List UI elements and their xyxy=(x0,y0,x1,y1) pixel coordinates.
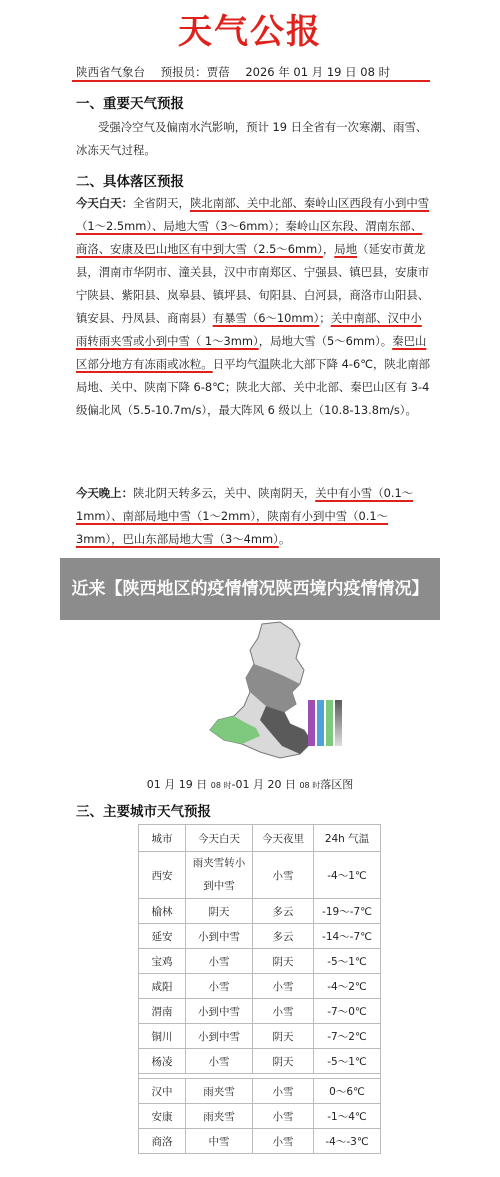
meta-line xyxy=(76,64,402,80)
agency-name: 陕西省气象台 xyxy=(76,65,145,79)
table-row xyxy=(139,1079,381,1104)
section1-text: 受强冷空气及偏南水汽影响，预计 19 日全省有一次寒潮、雨雪、冰冻天气过程。 xyxy=(76,120,428,157)
caption-start-date: 01 月 19 日 xyxy=(146,778,208,791)
today-text-4: ； xyxy=(319,311,331,325)
page-title: 天气公报 xyxy=(178,12,322,52)
table-row xyxy=(139,949,381,974)
table-row xyxy=(139,852,381,899)
table-row xyxy=(139,1024,381,1049)
forecaster-name: 预报员：贾蓓 xyxy=(160,65,230,79)
cell-night: 小雪 xyxy=(253,852,314,899)
cell-night: 阴天 xyxy=(253,1024,314,1049)
cell-temp: -4～1℃ xyxy=(314,852,381,899)
cell-day: 小雪 xyxy=(186,949,253,974)
today-text-3: （延安市黄龙县，渭南市华阴市、潼关县，汉中市南郑区、宁强县、镇巴县，安康市宁陕县、紫阳县、岚皋县、镇坪县、旬阳县、白河县，商洛市山阳县、镇安县、丹凤县、商南县） xyxy=(76,242,430,325)
legend-gray-bar xyxy=(335,700,342,746)
tonight-label: 今天晚上： xyxy=(76,486,133,500)
today-text-2: ， xyxy=(322,242,335,256)
cell-temp: -5～1℃ xyxy=(314,949,381,974)
table-row xyxy=(139,899,381,924)
cell-city: 西安 xyxy=(139,852,186,899)
map-legend xyxy=(308,700,344,746)
today-text-6: 日平均气温陕北大部下降 4-6℃，陕北南部局地、关中、陕南下降 6-8℃；陕北大部、关中北部、秦巴山区有 3-4 级偏北风（5.5-10.7m/s），最大阵风 6 级以上（10.8-13.8m/s）。 xyxy=(76,357,430,417)
cell-day: 小雪 xyxy=(186,974,253,999)
cell-day: 小到中雪 xyxy=(186,999,253,1024)
cell-city: 安康 xyxy=(139,1104,186,1129)
cell-night: 多云 xyxy=(253,924,314,949)
table-row xyxy=(139,1129,381,1154)
caption-end-hour: 08 时 xyxy=(299,781,321,790)
cell-night: 小雪 xyxy=(253,999,314,1024)
cell-day: 阴天 xyxy=(186,899,253,924)
table-row xyxy=(139,924,381,949)
col-night: 今天夜里 xyxy=(253,825,314,852)
caption-end-date: -01 月 20 日 xyxy=(231,778,296,791)
cell-city: 汉中 xyxy=(139,1079,186,1104)
today-text-5: ，局地大雪（5～6mm）。 xyxy=(258,334,393,348)
caption-start-hour: 08 时 xyxy=(210,781,232,790)
cell-night: 多云 xyxy=(253,899,314,924)
section2-heading: 二、具体落区预报 xyxy=(76,174,184,190)
overlay-banner xyxy=(60,558,440,620)
cell-day: 小到中雪 xyxy=(186,924,253,949)
today-highlight-1: 陕北南部、关中北部、秦岭山区西段有小到中雪（1～2.5mm）、局地大雪（3～6mm）；秦岭山区东段、渭南东部、商洛、安康及巴山地区有中到大雪（2.5～6mm） xyxy=(76,196,430,256)
cell-day: 雨夹雪转小到中雪 xyxy=(186,852,253,899)
cell-night: 小雪 xyxy=(253,1079,314,1104)
col-city: 城市 xyxy=(139,825,186,852)
banner-text: 近来【陕西地区的疫情情况陕西境内疫情情况】 xyxy=(71,579,429,599)
legend-blue-bar xyxy=(317,700,324,746)
city-forecast-table xyxy=(138,824,381,1154)
cell-city: 咸阳 xyxy=(139,974,186,999)
cell-city: 杨凌 xyxy=(139,1049,186,1074)
shaanxi-snowfall-map xyxy=(200,620,370,762)
cell-day: 小到中雪 xyxy=(186,1024,253,1049)
cell-temp: -19～-7℃ xyxy=(314,899,381,924)
cell-city: 延安 xyxy=(139,924,186,949)
section3-heading: 三、主要城市天气预报 xyxy=(76,804,211,820)
cell-temp: -14～-7℃ xyxy=(314,924,381,949)
cell-temp: -5～1℃ xyxy=(314,1049,381,1074)
section1-heading: 一、重要天气预报 xyxy=(76,96,184,112)
issue-datetime: 2026 年 01 月 19 日 08 时 xyxy=(245,65,391,79)
cell-day: 小雪 xyxy=(186,1049,253,1074)
cell-city: 铜川 xyxy=(139,1024,186,1049)
today-text-1: 全省阴天， xyxy=(132,196,190,210)
header-divider xyxy=(72,80,430,82)
caption-suffix: 落区图 xyxy=(320,778,354,791)
map-caption xyxy=(0,776,500,792)
legend-purple-bar xyxy=(308,700,315,746)
today-highlight-2: 局地 xyxy=(334,242,358,256)
cell-city: 商洛 xyxy=(139,1129,186,1154)
table-row xyxy=(139,1049,381,1074)
cell-temp: -1～4℃ xyxy=(314,1104,381,1129)
cell-city: 榆林 xyxy=(139,899,186,924)
cell-city: 渭南 xyxy=(139,999,186,1024)
cell-day: 中雪 xyxy=(186,1129,253,1154)
today-forecast xyxy=(76,192,430,422)
map-graphic xyxy=(200,620,370,762)
col-day: 今天白天 xyxy=(186,825,253,852)
tonight-text-2: 。 xyxy=(278,532,291,546)
legend-green-bar xyxy=(326,700,333,746)
tonight-forecast xyxy=(76,482,430,551)
today-label: 今天白天： xyxy=(76,196,133,210)
cell-night: 小雪 xyxy=(253,1104,314,1129)
cell-day: 雨夹雪 xyxy=(186,1079,253,1104)
table-row xyxy=(139,999,381,1024)
cell-night: 阴天 xyxy=(253,1049,314,1074)
today-highlight-3: 有暴雪（6～10mm） xyxy=(212,311,320,325)
table-row xyxy=(139,1104,381,1129)
table-header-row xyxy=(139,825,381,852)
cell-temp: -4～-3℃ xyxy=(314,1129,381,1154)
tonight-text-1: 陕北阴天转多云，关中、陕南阴天， xyxy=(132,486,316,500)
col-temp: 24h 气温 xyxy=(314,825,381,852)
today-highlight-4: 关中南部、汉中小雨转雨夹雪或小到中雪（ 1～3mm） xyxy=(76,311,422,348)
cell-night: 小雪 xyxy=(253,1129,314,1154)
cell-day: 雨夹雪 xyxy=(186,1104,253,1129)
cell-temp: -4～2℃ xyxy=(314,974,381,999)
cell-temp: -7～0℃ xyxy=(314,999,381,1024)
table-row xyxy=(139,974,381,999)
tonight-highlight-1: 关中有小雪（0.1～1mm）、南部局地中雪（1～2mm），陕南有小到中雪（0.1～3mm），巴山东部局地大雪（3～4mm） xyxy=(76,486,414,546)
today-highlight-5: 秦巴山区部分地方有冻雨或冰粒。 xyxy=(76,334,427,371)
cell-city: 宝鸡 xyxy=(139,949,186,974)
cell-temp: -7～2℃ xyxy=(314,1024,381,1049)
cell-night: 小雪 xyxy=(253,974,314,999)
cell-temp: 0～6℃ xyxy=(314,1079,381,1104)
cell-night: 阴天 xyxy=(253,949,314,974)
